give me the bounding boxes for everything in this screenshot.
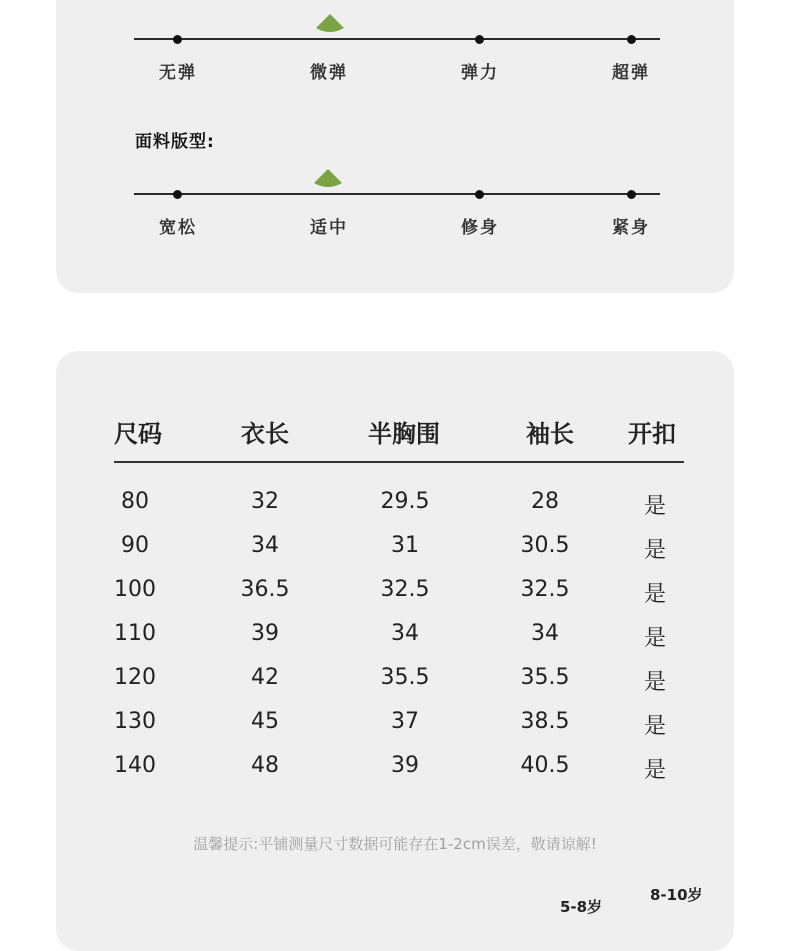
measurement-note: 温馨提示:平铺测量尺寸数据可能存在1-2cm误差，敬请谅解! <box>193 835 597 853</box>
table-cell: 100 <box>114 577 156 602</box>
header-divider <box>114 461 684 463</box>
table-cell: 是 <box>643 714 666 739</box>
table-cell: 120 <box>114 665 156 690</box>
table-cell: 40.5 <box>520 753 570 778</box>
elasticity-label-elastic: 弹力 <box>461 63 499 83</box>
table-cell: 39 <box>391 753 419 778</box>
table-cell: 是 <box>643 494 666 519</box>
table-cell: 34 <box>251 533 279 558</box>
table-cell: 32.5 <box>380 577 430 602</box>
header-size: 尺码 <box>114 420 162 448</box>
header-button: 开扣 <box>628 420 676 448</box>
table-cell: 是 <box>643 538 666 563</box>
table-cell: 45 <box>251 709 279 734</box>
fit-scale-line <box>134 193 660 195</box>
table-cell: 30.5 <box>520 533 570 558</box>
header-sleeve: 袖长 <box>526 420 574 448</box>
table-cell: 90 <box>121 533 149 558</box>
header-half-chest: 半胸围 <box>368 420 440 448</box>
table-cell: 110 <box>114 621 156 646</box>
fit-section-title: 面料版型: <box>135 132 215 152</box>
fit-marker-icon <box>314 169 342 187</box>
table-cell: 31 <box>391 533 419 558</box>
elasticity-label-none: 无弹 <box>159 63 197 83</box>
elasticity-dot <box>173 35 182 44</box>
table-cell: 29.5 <box>380 489 430 514</box>
table-cell: 38.5 <box>520 709 570 734</box>
table-cell: 42 <box>251 665 279 690</box>
table-cell: 80 <box>121 489 149 514</box>
header-length: 衣长 <box>241 420 289 448</box>
fit-label-regular: 适中 <box>310 218 348 238</box>
fit-dot <box>627 190 636 199</box>
table-cell: 130 <box>114 709 156 734</box>
table-cell: 28 <box>531 489 559 514</box>
elasticity-marker-icon <box>316 14 344 32</box>
table-cell: 35.5 <box>380 665 430 690</box>
fit-dot <box>475 190 484 199</box>
elasticity-dot <box>627 35 636 44</box>
elasticity-scale-line <box>134 38 660 40</box>
age-label-5-8: 5-8岁 <box>560 898 603 916</box>
table-cell: 32 <box>251 489 279 514</box>
elasticity-label-super: 超弹 <box>612 63 650 83</box>
table-cell: 48 <box>251 753 279 778</box>
table-cell: 是 <box>643 582 666 607</box>
table-cell: 36.5 <box>240 577 290 602</box>
table-cell: 34 <box>391 621 419 646</box>
table-cell: 32.5 <box>520 577 570 602</box>
fit-label-loose: 宽松 <box>159 218 197 238</box>
fit-dot <box>173 190 182 199</box>
table-cell: 是 <box>643 626 666 651</box>
table-cell: 35.5 <box>520 665 570 690</box>
fit-label-tight: 紧身 <box>612 218 650 238</box>
age-label-8-10: 8-10岁 <box>650 886 703 904</box>
elasticity-dot <box>475 35 484 44</box>
table-cell: 39 <box>251 621 279 646</box>
table-cell: 37 <box>391 709 419 734</box>
table-cell: 是 <box>643 758 666 783</box>
table-cell: 34 <box>531 621 559 646</box>
table-cell: 140 <box>114 753 156 778</box>
fit-label-slim: 修身 <box>461 218 499 238</box>
table-cell: 是 <box>643 670 666 695</box>
elasticity-label-slight: 微弹 <box>310 63 348 83</box>
